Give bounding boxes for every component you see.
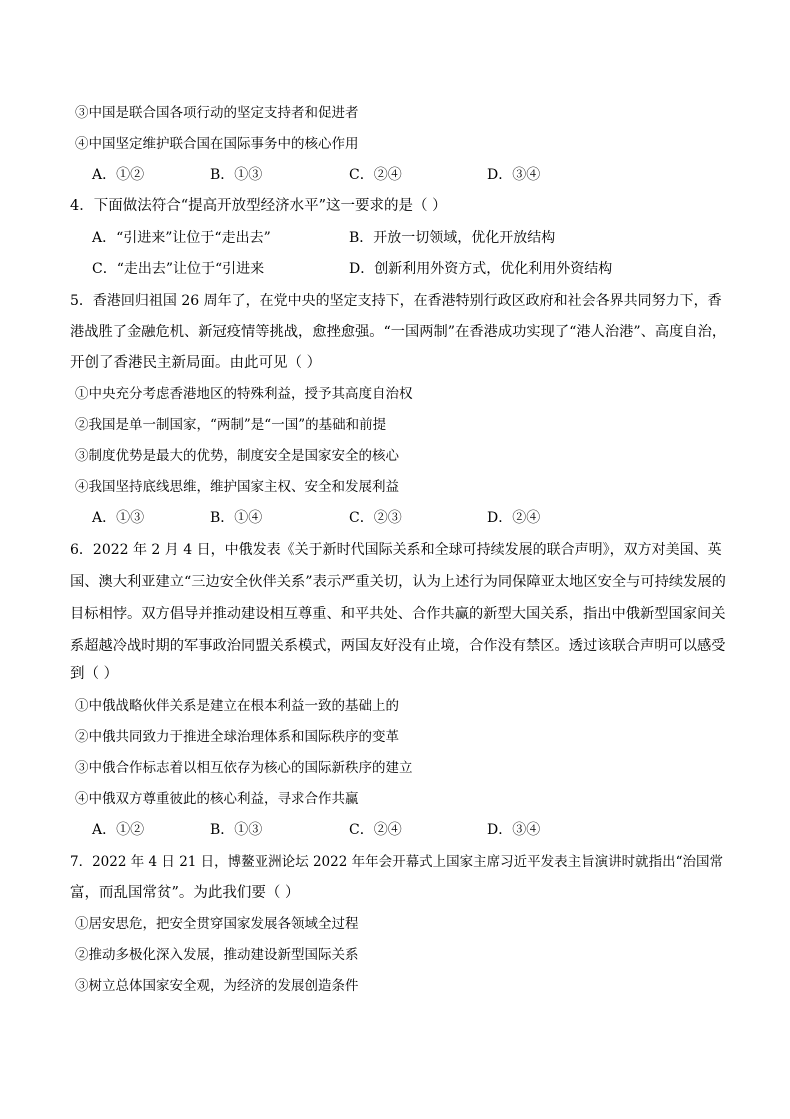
q5-statement-2: ②我国是单一制国家，“两制”是“一国”的基础和前提 <box>75 417 387 433</box>
q7-stem-line-2: 富，而乱国常贫”。为此我们要（ ） <box>70 885 300 901</box>
q5-stem-line-1: 5．香港回归祖国 26 周年了，在党中央的坚定支持下，在香港特别行政区政府和社会各界共同努力下，香 <box>70 293 722 309</box>
q3-statement-4: ④中国坚定维护联合国在国际事务中的核心作用 <box>75 136 359 152</box>
option-c[interactable]: C．②④ <box>349 822 402 838</box>
q6-stem-line-3: 目标相悖。双方倡导并推动建设相互尊重、和平共处、合作共赢的新型大国关系，指出中俄新型国家间关 <box>70 606 726 622</box>
option-d[interactable]: D．③④ <box>487 822 541 838</box>
q6-stem-line-1: 6．2022 年 2 月 4 日，中俄发表《关于新时代国际关系和全球可持续发展的联合声明》，双方对美国、英 <box>70 542 722 558</box>
q7-stem-line-1: 7．2022 年 4 日 21 日，博鳌亚洲论坛 2022 年年会开幕式上国家主席习近平发表主旨演讲时就指出“治国常 <box>70 854 724 870</box>
q5-statement-4: ④我国坚持底线思维，维护国家主权、安全和发展利益 <box>75 479 399 495</box>
q4-stem: 4．下面做法符合“提高开放型经济水平”这一要求的是（ ） <box>70 198 447 214</box>
q5-statement-1: ①中央充分考虑香港地区的特殊利益，授予其高度自治权 <box>75 386 413 402</box>
option-a[interactable]: A．①③ <box>92 510 145 526</box>
q6-stem-line-4: 系超越冷战时期的军事政治同盟关系模式，两国友好没有止境，合作没有禁区。透过该联合声明可以感受 <box>70 638 726 654</box>
option-c[interactable]: C．②④ <box>349 167 402 183</box>
option-b[interactable]: B．开放一切领域，优化开放结构 <box>349 230 556 246</box>
option-b[interactable]: B．①④ <box>210 510 263 526</box>
option-d[interactable]: D．②④ <box>487 510 541 526</box>
q7-statement-1: ①居安思危，把安全贯穿国家发展各领域全过程 <box>75 916 359 932</box>
option-a[interactable]: A．“引进来”让位于“走出去” <box>92 230 271 246</box>
option-a[interactable]: A．①② <box>92 167 145 183</box>
option-c[interactable]: C．“走出去”让位于“引进来 <box>92 261 265 277</box>
option-a[interactable]: A．①② <box>92 822 145 838</box>
q5-stem-line-2: 港战胜了金融危机、新冠疫情等挑战，愈挫愈强。“一国两制”在香港成功实现了“港人治港”、高度自治， <box>70 324 727 340</box>
q5-stem-line-3: 开创了香港民主新局面。由此可见（ ） <box>70 355 322 371</box>
q6-statement-4: ④中俄双方尊重彼此的核心利益，寻求合作共赢 <box>75 791 359 807</box>
q6-statement-3: ③中俄合作标志着以相互依存为核心的国际新秩序的建立 <box>75 760 413 776</box>
q6-statement-1: ①中俄战略伙伴关系是建立在根本利益一致的基础上的 <box>75 698 399 714</box>
q6-stem-line-5: 到（ ） <box>70 666 119 682</box>
option-d[interactable]: D．③④ <box>487 167 541 183</box>
q6-stem-line-2: 国、澳大利亚建立“三边安全伙伴关系”表示严重关切，认为上述行为同保障亚太地区安全与可持续发展的 <box>70 574 726 590</box>
option-d[interactable]: D．创新利用外资方式，优化利用外资结构 <box>349 261 613 277</box>
q6-statement-2: ②中俄共同致力于推进全球治理体系和国际秩序的变革 <box>75 729 399 745</box>
option-b[interactable]: B．①③ <box>210 167 263 183</box>
q3-statement-3: ③中国是联合国各项行动的坚定支持者和促进者 <box>75 105 359 121</box>
option-b[interactable]: B．①③ <box>210 822 263 838</box>
q7-statement-3: ③树立总体国家安全观，为经济的发展创造条件 <box>75 978 359 994</box>
option-c[interactable]: C．②③ <box>349 510 402 526</box>
q7-statement-2: ②推动多极化深入发展，推动建设新型国际关系 <box>75 947 359 963</box>
q5-statement-3: ③制度优势是最大的优势，制度安全是国家安全的核心 <box>75 448 399 464</box>
